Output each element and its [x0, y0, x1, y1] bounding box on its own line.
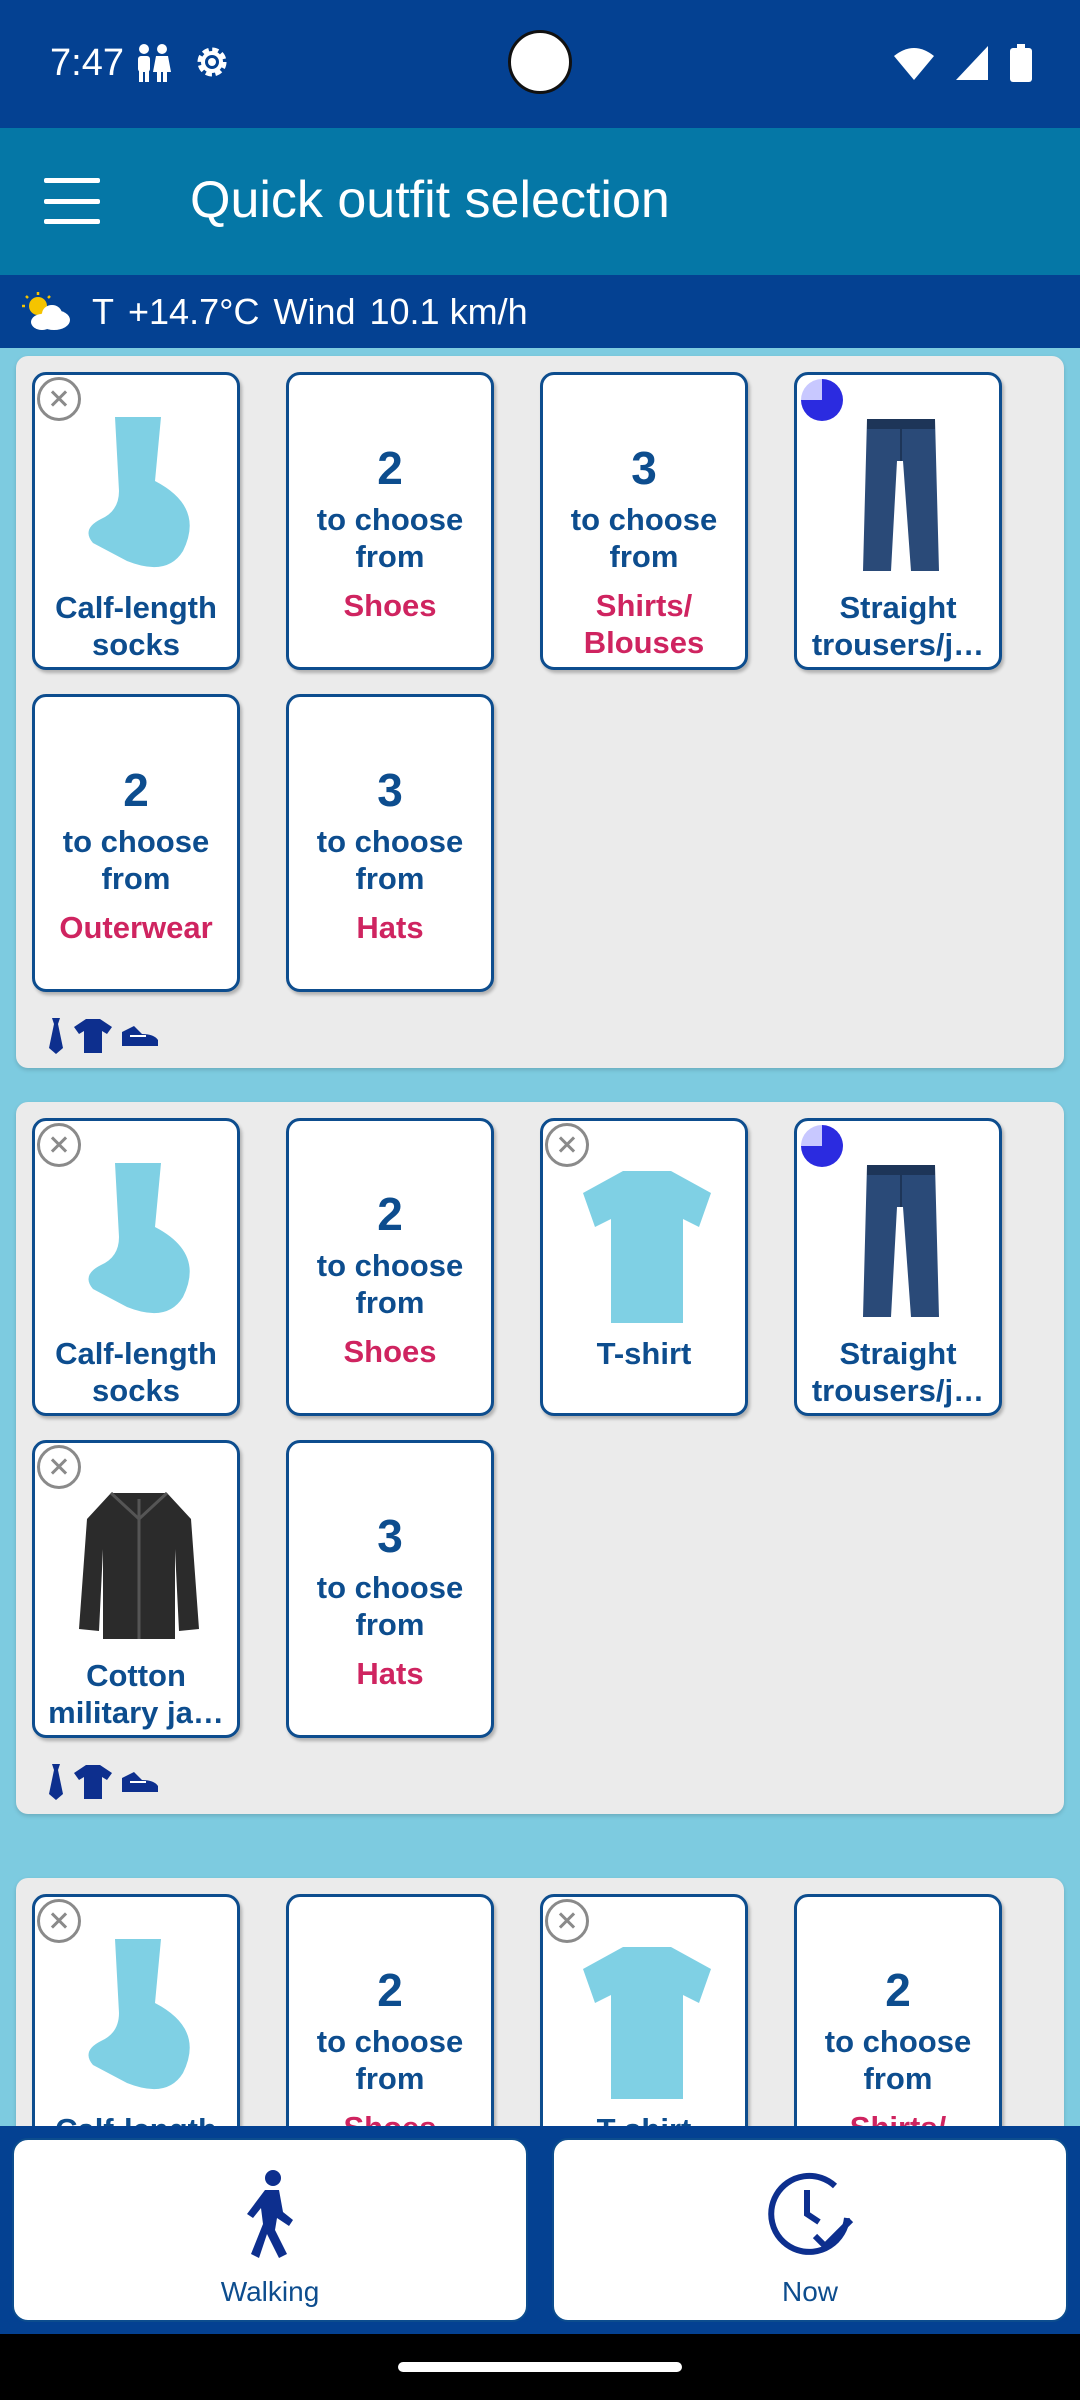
choice-text: to choose from [316, 1570, 464, 1642]
outfit-group [16, 356, 1064, 1068]
choice-category: Hats [356, 910, 424, 945]
outfit-card-choose[interactable] [286, 1118, 494, 1416]
outfit-card-choose[interactable] [540, 372, 748, 670]
home-gesture-handle[interactable] [398, 2362, 682, 2372]
system-nav-bar [0, 2334, 1080, 2400]
tie-icon [46, 1764, 66, 1800]
weather-readout [92, 291, 528, 333]
item-label: Straight trousers/j… [811, 590, 985, 662]
page-title: Quick outfit selection [190, 171, 670, 229]
item-label: Calf-length socks [55, 1336, 217, 1408]
wind-value: 10.1 km/h [369, 290, 528, 332]
choice-text: to choose from [62, 824, 210, 896]
tie-icon [46, 1018, 66, 1054]
walking-person-icon [235, 2168, 305, 2258]
choice-count: 2 [377, 1964, 403, 2016]
settings-gear-icon [192, 42, 232, 82]
status-icons-right [894, 44, 1032, 82]
remove-item-icon[interactable] [37, 1899, 81, 1943]
status-time: 7:47 [50, 42, 124, 84]
choice-category: Shoes [343, 1334, 437, 1369]
choice-count: 3 [631, 442, 657, 494]
outfit-card-item[interactable] [794, 372, 1002, 670]
group-style-icons [46, 1764, 160, 1800]
tshirt-icon [573, 1933, 721, 2103]
choice-text: to choose from [316, 502, 464, 574]
time-label: Now [781, 2276, 838, 2307]
outfit-card-choose[interactable] [286, 372, 494, 670]
item-label: Cotton military ja… [48, 1658, 224, 1730]
choice-count: 2 [123, 764, 149, 816]
progress-indicator-icon [801, 379, 843, 421]
outfit-card-choose[interactable] [286, 694, 494, 992]
choice-text: to choose from [316, 2024, 464, 2096]
outfit-card-choose[interactable] [32, 694, 240, 992]
remove-item-icon[interactable] [37, 1445, 81, 1489]
choice-count: 2 [377, 1188, 403, 1240]
family-icon [132, 42, 174, 84]
tshirt-small-icon [74, 1765, 112, 1799]
outfit-card-item[interactable] [32, 1118, 240, 1416]
choice-count: 2 [377, 442, 403, 494]
app-bar [0, 128, 1080, 275]
item-label: Calf-length socks [55, 590, 217, 662]
sock-icon [75, 1157, 203, 1327]
group-style-icons [46, 1018, 160, 1054]
sock-icon [75, 1933, 203, 2103]
remove-item-icon[interactable] [545, 1123, 589, 1167]
tshirt-icon [573, 1157, 721, 1327]
jeans-icon [837, 1157, 965, 1327]
jeans-icon [837, 411, 965, 581]
choice-category: Shirts/ Blouses [583, 588, 705, 660]
remove-item-icon[interactable] [545, 1899, 589, 1943]
hamburger-menu-icon[interactable] [44, 178, 100, 224]
item-label: Straight trousers/j… [811, 1336, 985, 1408]
activity-button[interactable] [12, 2138, 528, 2322]
jacket-icon [75, 1479, 203, 1649]
partly-cloudy-icon [22, 292, 72, 332]
camera-cutout [508, 30, 572, 94]
item-label: T-shirt [596, 1336, 692, 1371]
time-button[interactable] [552, 2138, 1068, 2322]
weather-bar [0, 275, 1080, 348]
temp-value: +14.7°C [128, 290, 260, 332]
wifi-icon [894, 46, 934, 80]
sneaker-icon [120, 1770, 160, 1794]
choice-text: to choose from [570, 502, 718, 574]
choice-text: to choose from [824, 2024, 972, 2096]
sock-icon [75, 411, 203, 581]
choice-count: 3 [377, 1510, 403, 1562]
battery-icon [1010, 44, 1032, 82]
choice-text: to choose from [316, 824, 464, 896]
tshirt-small-icon [74, 1019, 112, 1053]
status-bar [0, 0, 1080, 128]
cell-signal-icon [956, 46, 988, 80]
bottom-action-bar [0, 2126, 1080, 2334]
wind-label: Wind [273, 290, 356, 332]
outfit-card-item[interactable] [540, 1118, 748, 1416]
sneaker-icon [120, 1024, 160, 1048]
choice-category: Outerwear [59, 910, 213, 945]
choice-count: 3 [377, 764, 403, 816]
clock-check-icon [765, 2168, 855, 2258]
activity-label: Walking [220, 2276, 320, 2307]
outfit-list[interactable] [0, 348, 1080, 2126]
outfit-card-item[interactable] [32, 1440, 240, 1738]
remove-item-icon[interactable] [37, 377, 81, 421]
choice-category: Hats [356, 1656, 424, 1691]
outfit-card-choose[interactable] [286, 1440, 494, 1738]
outfit-card-item[interactable] [32, 372, 240, 670]
temp-label: T [92, 290, 114, 332]
progress-indicator-icon [801, 1125, 843, 1167]
choice-text: to choose from [316, 1248, 464, 1320]
choice-count: 2 [885, 1964, 911, 2016]
remove-item-icon[interactable] [37, 1123, 81, 1167]
choice-category: Shoes [343, 588, 437, 623]
status-icons-left [132, 42, 232, 84]
outfit-card-item[interactable] [794, 1118, 1002, 1416]
outfit-group [16, 1102, 1064, 1814]
